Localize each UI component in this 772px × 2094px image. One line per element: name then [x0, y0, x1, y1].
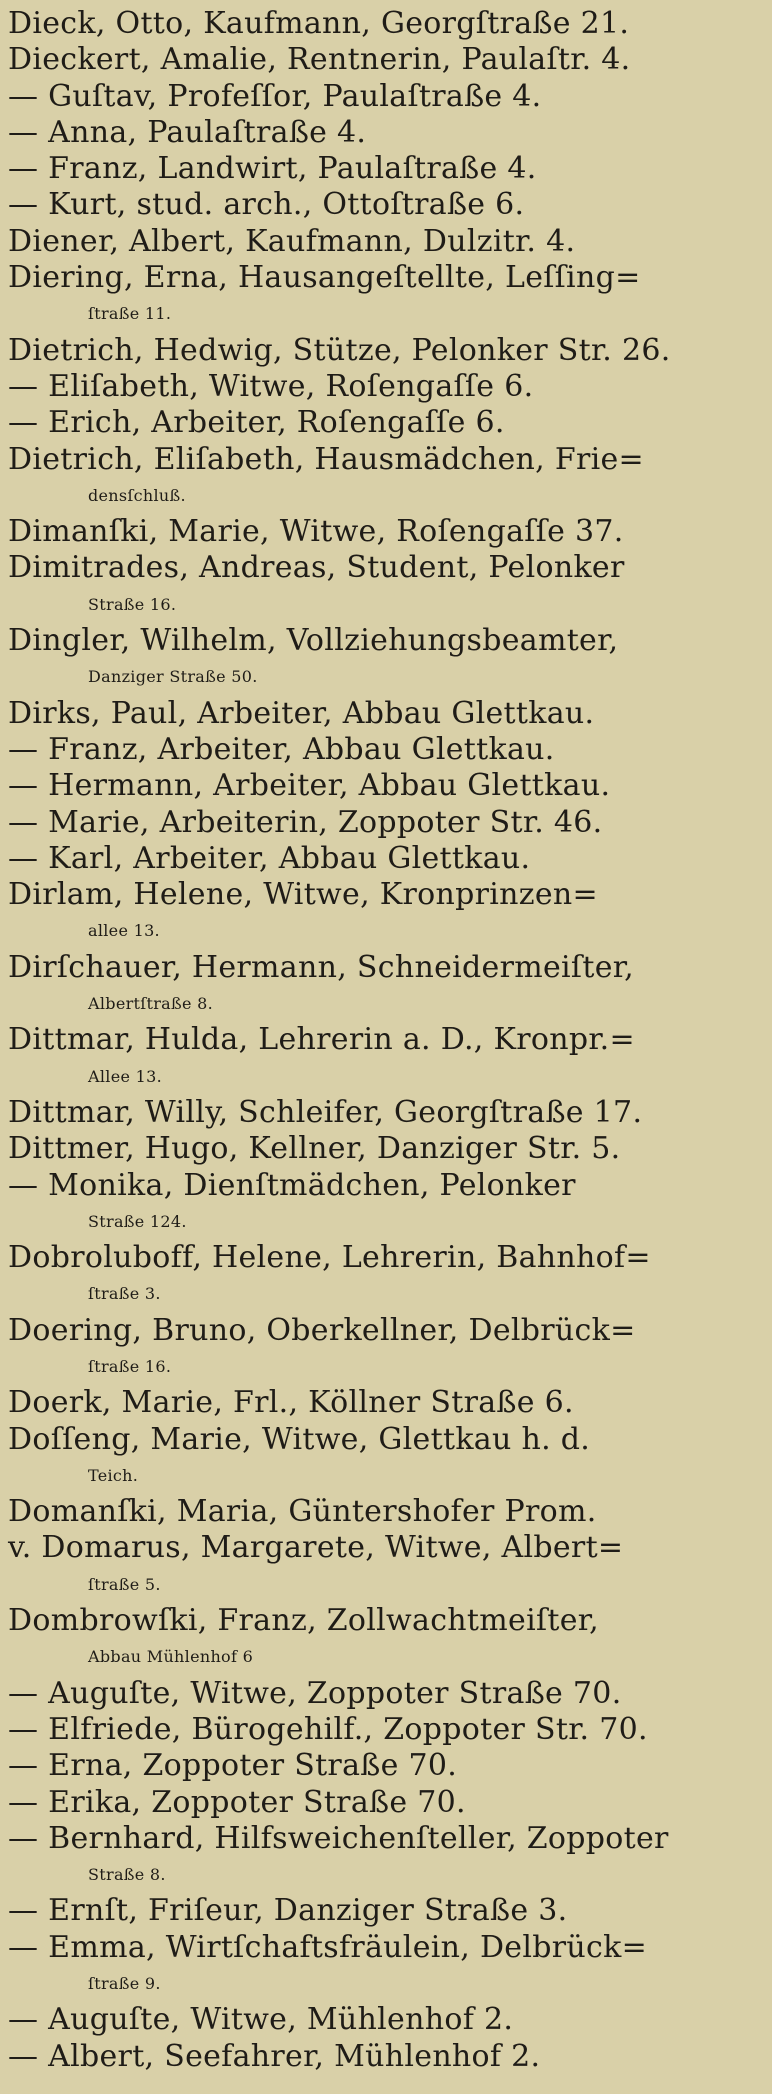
entry-line: — Karl, Arbeiter, Abbau Glettkau. — [8, 840, 531, 876]
entry-continuation-line: Straße 8. — [88, 1865, 166, 1885]
entry-continuation-line: ſtraße 16. — [88, 1356, 172, 1376]
entry-line: — Elfriede, Bürogehilf., Zoppoter Str. 70. — [8, 1711, 648, 1747]
entry-line: Dittmar, Hulda, Lehrerin a. D., Kronpr.= — [8, 1022, 635, 1058]
entry-line: Dombrowſki, Franz, Zollwachtmeiſter, — [8, 1603, 599, 1639]
entry-continuation-line: ſtraße 3. — [88, 1284, 161, 1304]
entry-continuation-line: ſtraße 11. — [88, 304, 172, 324]
entry-continuation-line: Teich. — [88, 1465, 139, 1485]
entry-continuation-line: ſtraße 9. — [88, 1974, 161, 1994]
entry-line: Diering, Erna, Hausangeſtellte, Leſſing= — [8, 260, 641, 296]
entry-line: Dittmer, Hugo, Kellner, Danziger Str. 5. — [8, 1131, 621, 1167]
entry-line: Dietrich, Eliſabeth, Hausmädchen, Frie= — [8, 441, 644, 477]
entry-line: Dieckert, Amalie, Rentnerin, Paulaſtr. 4. — [8, 42, 631, 78]
entry-line: — Marie, Arbeiterin, Zoppoter Str. 46. — [8, 804, 603, 840]
entry-line: — Anna, Paulaſtraße 4. — [8, 114, 367, 150]
entry-continuation-line: Allee 13. — [88, 1066, 162, 1086]
entry-line: — Kurt, stud. arch., Ottoſtraße 6. — [8, 187, 525, 223]
entry-continuation-line: allee 13. — [88, 921, 160, 941]
entry-line: — Erna, Zoppoter Straße 70. — [8, 1748, 458, 1784]
entry-line: Dobroluboff, Helene, Lehrerin, Bahnhof= — [8, 1240, 651, 1276]
entry-line: Diener, Albert, Kaufmann, Dulzitr. 4. — [8, 223, 576, 259]
entry-line: Doerk, Marie, Frl., Köllner Straße 6. — [8, 1385, 574, 1421]
entry-continuation-line: Danziger Straße 50. — [88, 667, 258, 687]
entry-line: — Bernhard, Hilfsweichenſteller, Zoppoter — [8, 1820, 669, 1856]
entry-line: Dimanſki, Marie, Witwe, Roſengaſſe 37. — [8, 514, 624, 550]
entry-continuation-line: ſtraße 5. — [88, 1574, 161, 1594]
entry-line: Dieck, Otto, Kaufmann, Georgſtraße 21. — [8, 6, 630, 41]
entry-line: — Franz, Arbeiter, Abbau Glettkau. — [8, 731, 555, 767]
entry-continuation-line: densſchluß. — [88, 485, 186, 505]
entry-line: Doering, Bruno, Oberkellner, Delbrück= — [8, 1312, 636, 1348]
entry-line: v. Domarus, Margarete, Witwe, Albert= — [8, 1530, 624, 1566]
entry-line: — Auguſte, Witwe, Zoppoter Straße 70. — [8, 1675, 622, 1711]
entry-line: — Erika, Zoppoter Straße 70. — [8, 1784, 466, 1820]
entry-line: — Auguſte, Witwe, Mühlenhof 2. — [8, 2002, 514, 2038]
entry-continuation-line: Abbau Mühlenhof 6 — [88, 1647, 254, 1667]
entry-line: Doſſeng, Marie, Witwe, Glettkau h. d. — [8, 1421, 591, 1457]
directory-entries — [8, 6, 762, 2075]
entry-line: Dirks, Paul, Arbeiter, Abbau Glettkau. — [8, 695, 595, 731]
entry-continuation-line: Straße 16. — [88, 594, 177, 614]
entry-continuation-line: Straße 124. — [88, 1211, 187, 1231]
entry-line: Dimitrades, Andreas, Student, Pelonker — [8, 550, 625, 586]
entry-line: Dirſchauer, Hermann, Schneidermeiſter, — [8, 949, 634, 985]
entry-line: Dirlam, Helene, Witwe, Kronprinzen= — [8, 877, 598, 913]
entry-line: — Emma, Wirtſchaftsfräulein, Delbrück= — [8, 1929, 648, 1965]
entry-line: Domanſki, Maria, Güntershofer Prom. — [8, 1494, 597, 1530]
entry-line: — Eliſabeth, Witwe, Roſengaſſe 6. — [8, 368, 534, 404]
entry-line: Dingler, Wilhelm, Vollziehungsbeamter, — [8, 623, 619, 659]
entry-line: — Guſtav, Profeſſor, Paulaſtraße 4. — [8, 78, 542, 114]
entry-line: — Erich, Arbeiter, Roſengaſſe 6. — [8, 405, 505, 441]
entry-line: — Albert, Seefahrer, Mühlenhof 2. — [8, 2038, 541, 2074]
entry-continuation-line: Albertſtraße 8. — [88, 994, 214, 1014]
entry-line: — Hermann, Arbeiter, Abbau Glettkau. — [8, 768, 611, 804]
entry-line: — Franz, Landwirt, Paulaſtraße 4. — [8, 151, 537, 187]
entry-line: Dietrich, Hedwig, Stütze, Pelonker Str. 26. — [8, 332, 671, 368]
entry-line: — Monika, Dienſtmädchen, Pelonker — [8, 1167, 576, 1203]
entry-line: Dittmar, Willy, Schleifer, Georgſtraße 17. — [8, 1094, 643, 1130]
entry-line: — Ernſt, Friſeur, Danziger Straße 3. — [8, 1893, 568, 1929]
